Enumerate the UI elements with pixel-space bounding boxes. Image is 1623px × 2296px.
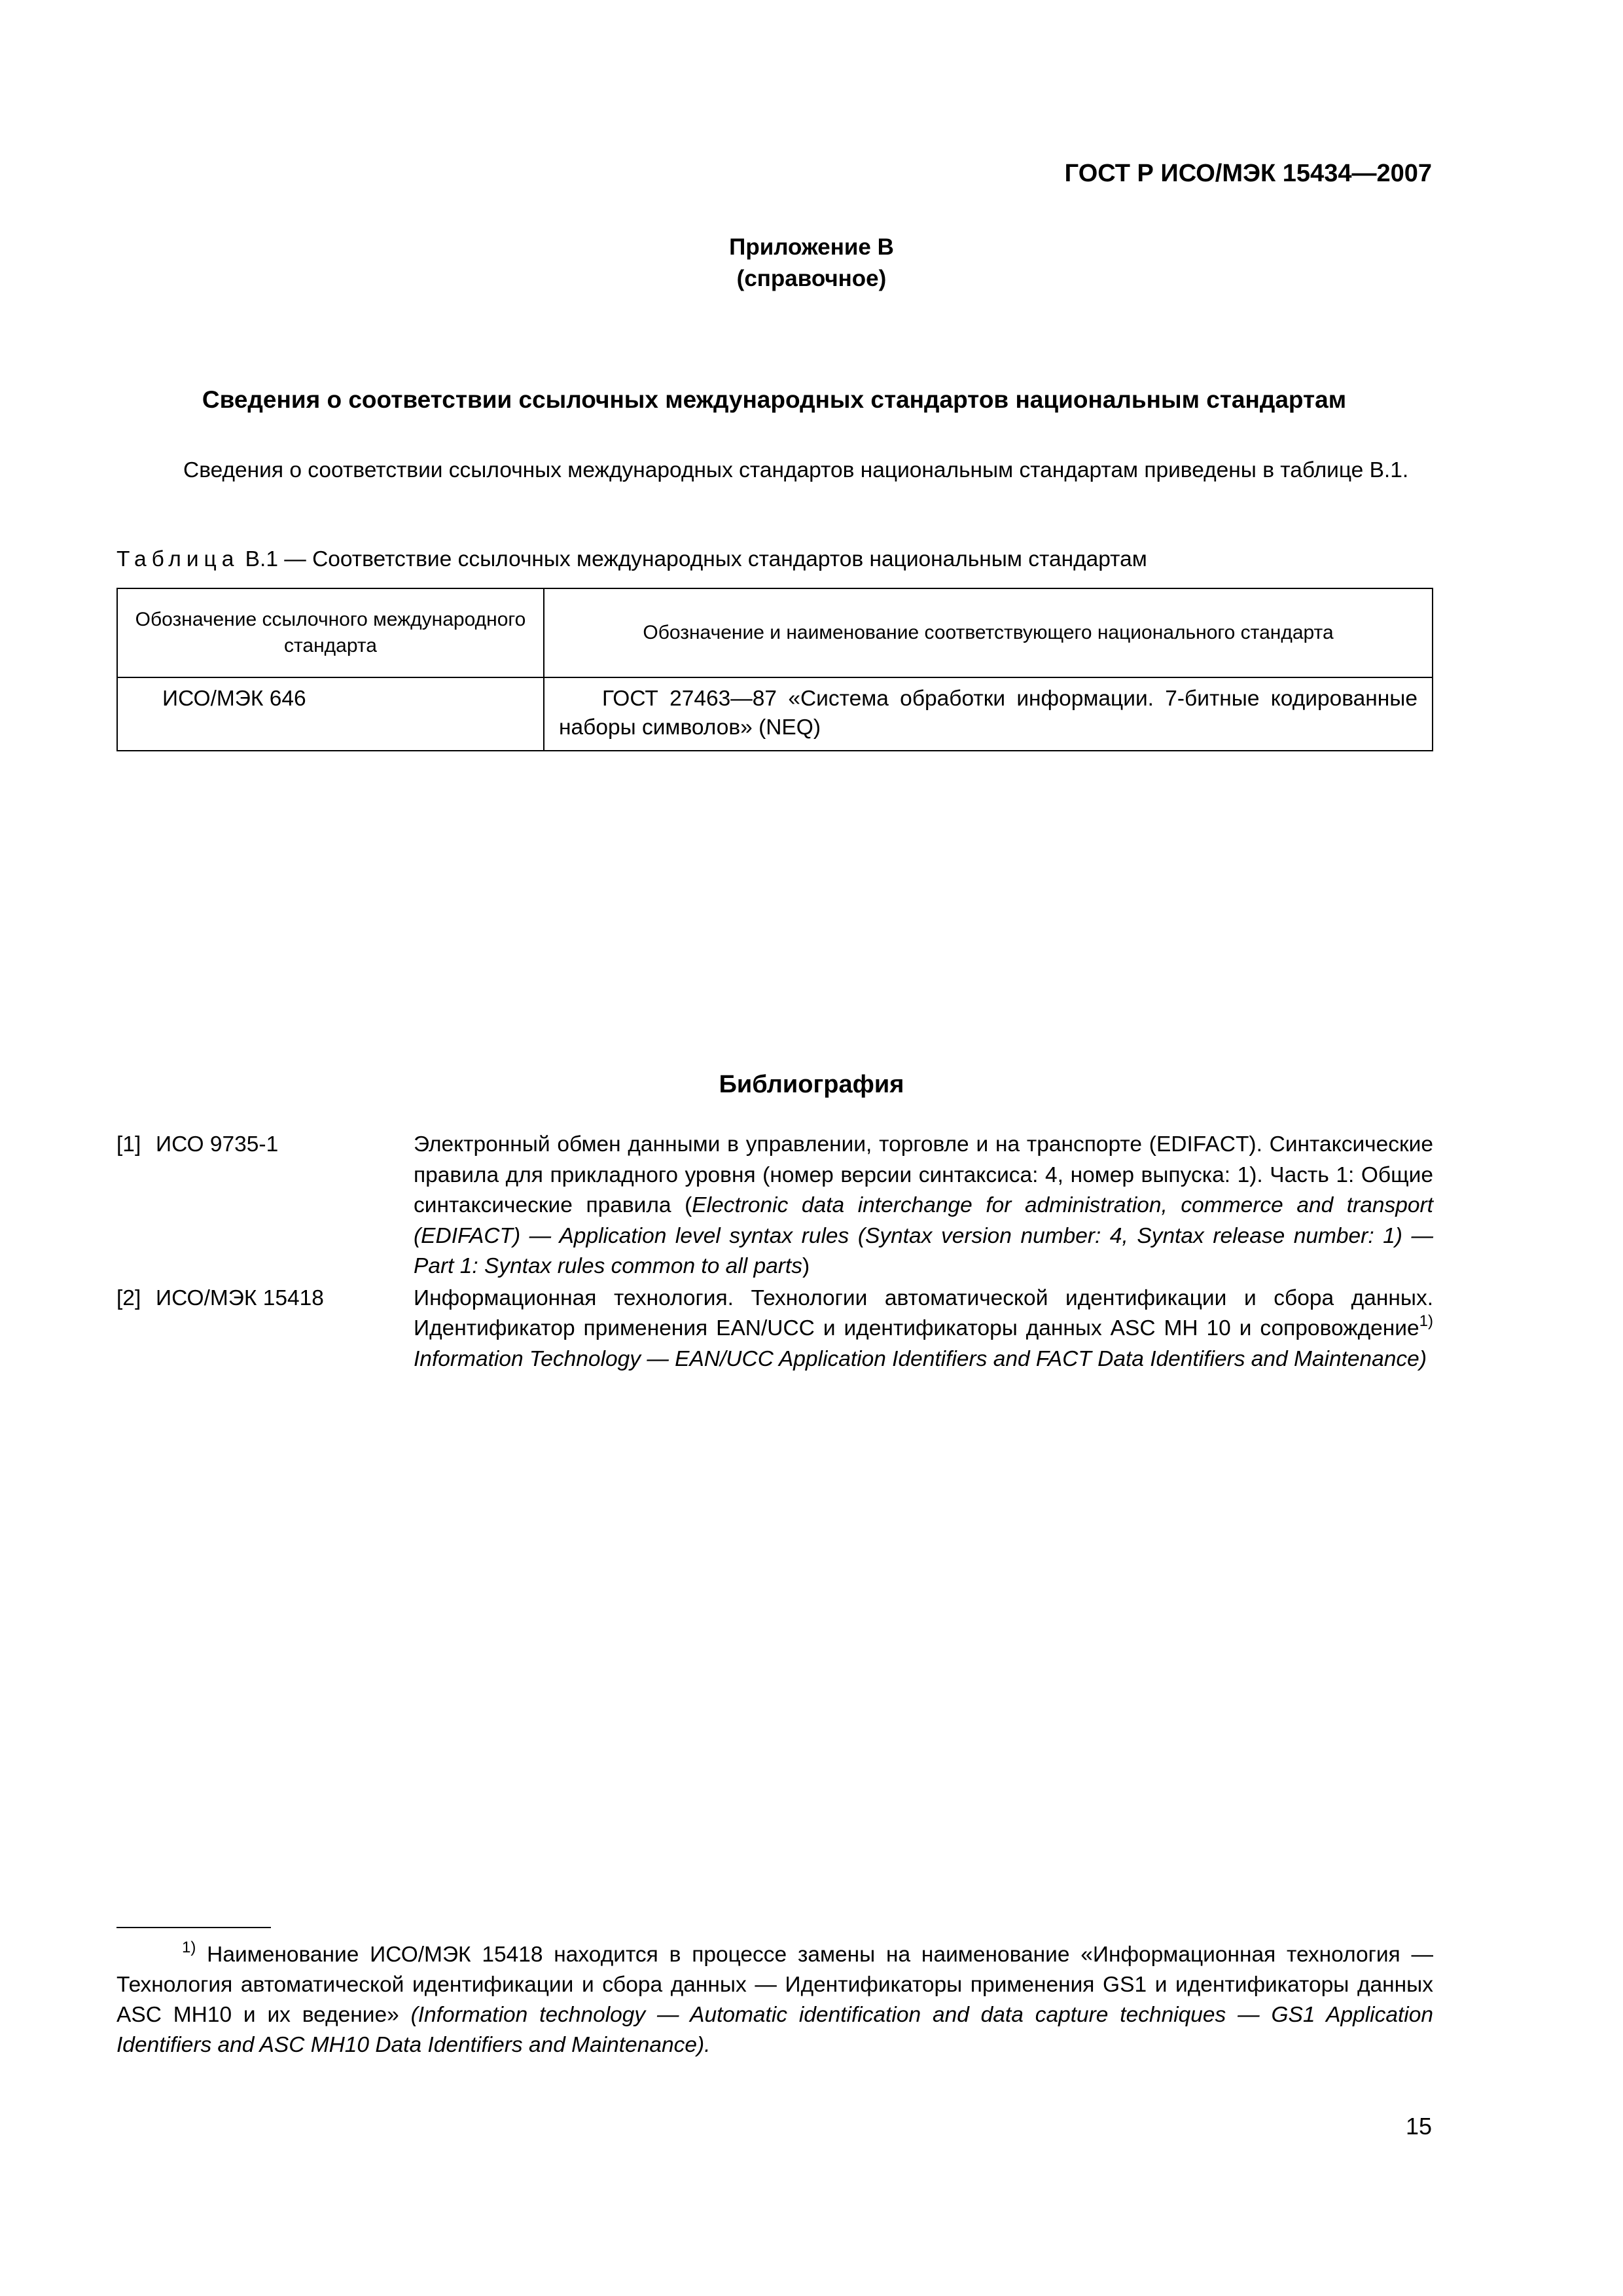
bibliography-text-main: Электронный обмен данными в управлении, торговле и на транспорте (EDIFACT). Синтаксические правила для прикладного уровня (номер версии синтаксиса: 4, номер выпуска: 1). Часть 1: Общие синтаксические правила ( — [414, 1132, 1433, 1217]
bibliography-entry — [116, 1283, 1433, 1375]
table-row — [117, 677, 1433, 751]
table-caption-word: Таблица — [116, 547, 240, 571]
table-caption-text: В.1 — Соответствие ссылочных международных стандартов национальным стандартам — [239, 547, 1147, 571]
table-header-row — [117, 588, 1433, 677]
annex-status: (справочное) — [736, 266, 887, 291]
bibliography-text — [414, 1130, 1433, 1282]
footnote-text: Наименование ИСО/МЭК 15418 находится в процессе замены на наименование «Информационная технология — Технология автоматической идентификации и сбора данных — Идентификаторы применения GS1 и идентификаторы данных ASC MH10 и их ведение» — [116, 1943, 1433, 2027]
bibliography-code: ИСО 9735-1 — [156, 1132, 279, 1157]
table-header-intl: Обозначение ссылочного международного стандарта — [117, 588, 544, 677]
bibliography-list — [116, 1130, 1433, 1376]
footnote-reference[interactable]: 1) — [1419, 1312, 1433, 1330]
footnote-divider — [116, 1927, 271, 1928]
annex-heading — [0, 232, 1623, 295]
bibliography-text-english: Information Technology — EAN/UCC Application Identifiers and FACT Data Identifiers and Maintenance) — [414, 1346, 1427, 1371]
bibliography-title: Библиография — [719, 1071, 904, 1098]
section-title: Сведения о соответствии ссылочных международных стандартов национальным стандартам — [202, 386, 1347, 413]
table-cell-national-text: ГОСТ 27463—87 «Система обработки информации. 7-битные кодированные наборы символов» (NEQ) — [559, 687, 1418, 740]
table-header-national: Обозначение и наименование соответствующего национального стандарта — [544, 588, 1433, 677]
bibliography-text-tail: ) — [802, 1254, 810, 1278]
bibliography-entry — [116, 1130, 1433, 1282]
bibliography-number: [2] — [116, 1285, 141, 1310]
table-caption — [116, 547, 1147, 572]
bibliography-text-main: Информационная технология. Технологии автоматической идентификации и сбора данных. Идентификатор применения EAN/UCC и идентификаторы данных ASC MH 10 и сопровождение — [414, 1285, 1433, 1340]
footnote-text-english: (Information technology — Automatic identification and data capture techniques — GS1 Application Identifiers and ASC MH10 Data Identifiers and Maintenance). — [116, 2003, 1433, 2057]
footnote — [116, 1940, 1433, 2060]
correspondence-table — [116, 588, 1433, 751]
footnote-marker: 1) — [182, 1939, 196, 1956]
annex-title: Приложение В — [729, 234, 894, 260]
bibliography-text-english: Electronic data interchange for administration, commerce and transport (EDIFACT) — Application level syntax rules (Syntax version number: 4, Syntax release number: 1) — Part 1: Syntax rules common to all parts — [414, 1193, 1433, 1278]
table-cell-national — [544, 677, 1433, 751]
bibliography-code: ИСО/МЭК 15418 — [156, 1285, 324, 1310]
page-number: 15 — [1405, 2113, 1432, 2140]
intro-paragraph: Сведения о соответствии ссылочных международных стандартов национальным стандартам приведены в таблице В.1. — [183, 458, 1409, 482]
table-cell-intl: ИСО/МЭК 646 — [117, 677, 544, 751]
bibliography-text — [414, 1283, 1433, 1375]
bibliography-number: [1] — [116, 1132, 141, 1157]
document-code: ГОСТ Р ИСО/МЭК 15434—2007 — [1064, 160, 1432, 187]
